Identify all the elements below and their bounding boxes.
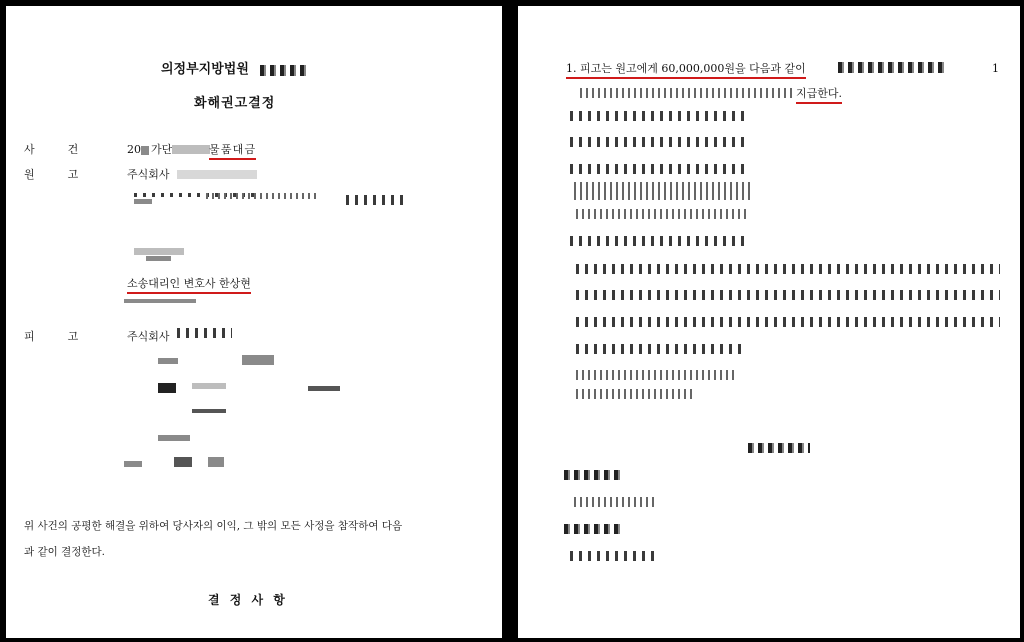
redacted-defendant-address-9 [174, 457, 192, 467]
case-number-mid: 가단 [151, 143, 173, 156]
page-number: 1 [992, 62, 999, 75]
redacted-defendant-address-7 [158, 435, 190, 441]
redacted-counsel-address [124, 299, 196, 303]
redacted-line-9 [576, 317, 1000, 327]
redacted-line-12 [576, 389, 692, 399]
redacted-defendant-address-6 [192, 409, 226, 413]
counsel-name: 소송대리인 변호사 한상현 [127, 277, 251, 294]
redacted-defendant-name [177, 328, 232, 338]
case-label: 사 건 [24, 143, 79, 156]
redacted-defendant-address-5 [308, 386, 340, 391]
redacted-plaintiff-rep-1 [134, 248, 184, 255]
preamble-line-1: 위 사건의 공평한 해결을 위하여 당사자의 이익, 그 밖의 모든 사정을 참작하여 다음 [24, 520, 403, 532]
redacted-item-1-continuation [580, 88, 794, 98]
redacted-plaintiff-address-2 [134, 199, 152, 204]
redacted-defendant-address-4 [192, 383, 226, 389]
redacted-line-10 [576, 344, 746, 354]
document-title: 화해권고결정 [194, 96, 276, 111]
redacted-line-1 [570, 111, 746, 121]
redacted-defendant-address-8 [124, 461, 142, 467]
redacted-defendant-address-1 [158, 358, 178, 364]
redacted-line-11 [576, 370, 734, 380]
redacted-case-year [141, 146, 149, 155]
redacted-line-6 [570, 236, 746, 246]
redacted-section-heading [748, 443, 810, 453]
defendant-company: 주식회사 [127, 330, 170, 343]
redacted-attachment-4 [570, 551, 656, 561]
decision-item-1-end: 지급한다. [796, 87, 842, 104]
redacted-case-number [172, 145, 210, 154]
redacted-attachment-1 [564, 470, 620, 480]
redacted-line-8 [576, 290, 1000, 300]
defendant-label: 피 고 [24, 330, 79, 343]
redacted-defendant-address-3 [158, 383, 176, 393]
redacted-plaintiff-rep-2 [146, 256, 171, 261]
redacted-plaintiff-name [177, 170, 257, 179]
redacted-line-4 [574, 182, 750, 200]
redacted-attachment-3 [564, 524, 620, 534]
redacted-plaintiff-address-4 [346, 195, 408, 205]
case-number-prefix: 20 [127, 143, 141, 156]
redacted-court-branch [260, 65, 308, 76]
decision-item-1: 1. 피고는 원고에게 60,000,000원을 다음과 같이 [566, 62, 806, 79]
redacted-defendant-address-2 [242, 355, 274, 365]
redacted-plaintiff-address-3 [206, 193, 316, 199]
plaintiff-company: 주식회사 [127, 168, 170, 181]
redacted-item-1-details [838, 62, 944, 73]
preamble-line-2: 과 같이 결정한다. [24, 546, 106, 558]
redacted-line-2 [570, 137, 746, 147]
court-name: 의정부지방법원 [161, 62, 249, 77]
redacted-attachment-2 [574, 497, 658, 507]
decision-heading: 결 정 사 항 [208, 593, 288, 607]
redacted-line-3 [570, 164, 746, 174]
document-page-left [6, 6, 502, 638]
plaintiff-label: 원 고 [24, 168, 79, 181]
document-page-right [518, 6, 1020, 638]
redacted-line-5 [576, 209, 750, 219]
case-name: 물품대금 [209, 143, 256, 160]
redacted-line-7 [576, 264, 1000, 274]
redacted-defendant-address-10 [208, 457, 224, 467]
